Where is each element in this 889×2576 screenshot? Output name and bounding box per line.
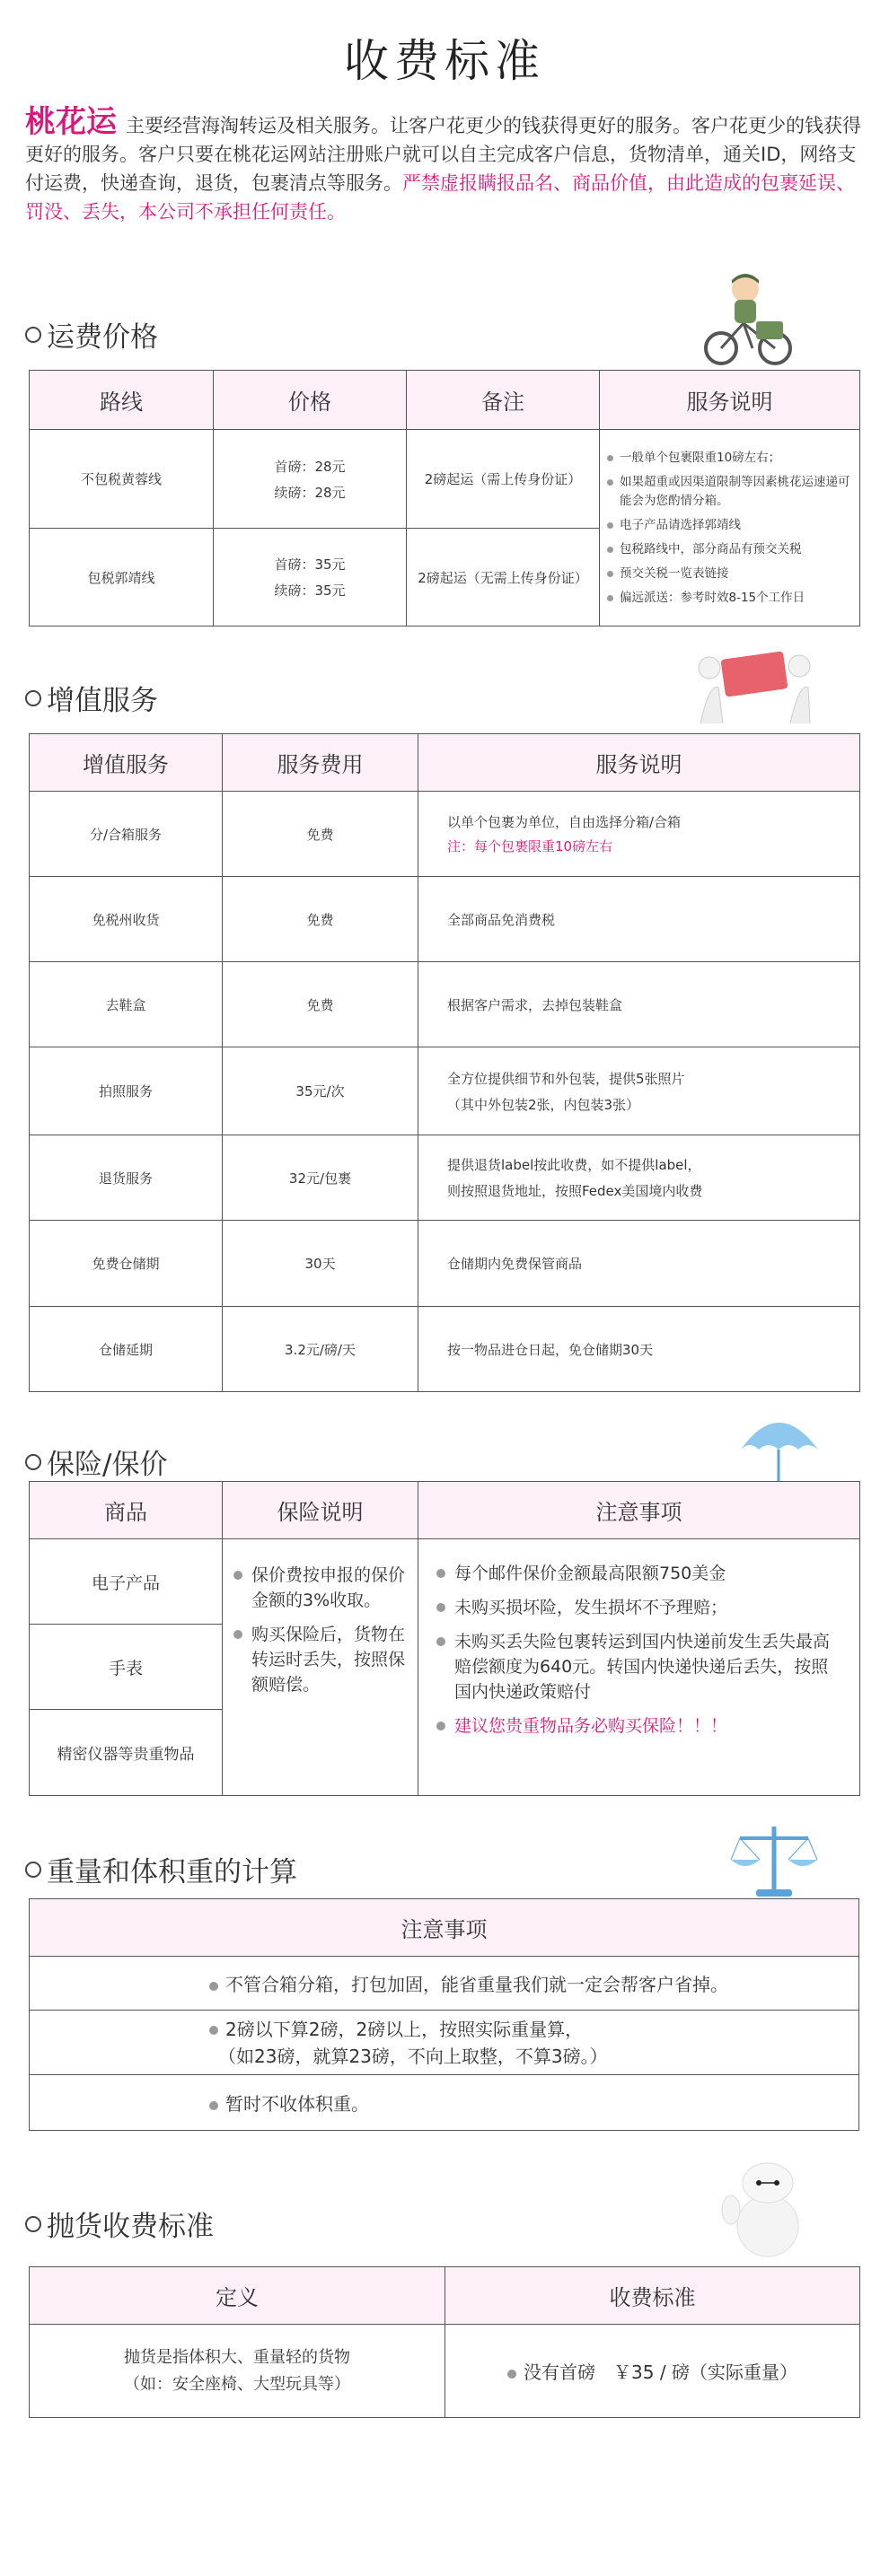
route-name: 包税郭靖线 bbox=[30, 529, 214, 626]
bulky-goods-table bbox=[29, 2266, 860, 2418]
table-header: 备注 bbox=[407, 371, 600, 430]
insured-item: 电子产品 bbox=[30, 1539, 223, 1625]
table-header: 定义 bbox=[30, 2267, 445, 2325]
table-row: 去鞋盒 免费 根据客户需求，去掉包装鞋盒 bbox=[30, 962, 860, 1047]
section-bullet-icon bbox=[25, 1862, 41, 1878]
note-cell: 2磅起运（需上传身份证） bbox=[407, 430, 600, 529]
table-row: 拍照服务 35元/次 全方位提供细节和外包装，提供5张照片 （其中外包装2张，内包装3张） bbox=[30, 1047, 860, 1135]
list-item: 包税路线中，部分商品有预交关税 bbox=[605, 540, 854, 559]
bullet-dot-icon bbox=[209, 2101, 218, 2110]
value-added-table bbox=[29, 733, 860, 1392]
section-bullet-icon bbox=[25, 2216, 41, 2232]
table-header: 商品 bbox=[30, 1482, 223, 1539]
list-item: 购买保险后，货物在转运时丢失，按照保额赔偿。 bbox=[232, 1622, 409, 1697]
section-title-value-added: 增值服务 bbox=[25, 678, 158, 718]
section-title-weight: 重量和体积重的计算 bbox=[25, 1849, 297, 1889]
table-header: 保险说明 bbox=[223, 1482, 418, 1539]
table-row: 不管合箱分箱，打包加固，能省重量我们就一定会帮客户省掉。 bbox=[30, 1957, 859, 2011]
insurance-explain bbox=[223, 1539, 418, 1796]
intro-text: 主要经营海淘转运及相关服务。让客户花更少的钱获得更好的服务。客户花更少的钱获得更好的服务。客户只要在桃花运网站注册账户就可以自主完成客户信息，货物清单，通关ID，网络支付运费，快递查询，退货，包裹清点等服务。 bbox=[25, 115, 861, 194]
table-row bbox=[30, 1539, 860, 1625]
section-bullet-icon bbox=[25, 690, 41, 706]
table-header: 路线 bbox=[30, 371, 214, 430]
section-title-shipping: 运费价格 bbox=[25, 314, 158, 355]
scale-icon bbox=[729, 1813, 819, 1903]
table-header: 收费标准 bbox=[445, 2267, 860, 2325]
table-header: 服务说明 bbox=[418, 734, 860, 792]
list-item: 未购买丢失险包裹转运到国内快递前发生丢失最高赔偿额度为640元。转国内快递快递后丢失，按照国内快递政策赔付 bbox=[435, 1629, 843, 1704]
table-row: 暂时不收体积重。 bbox=[30, 2075, 859, 2131]
insurance-table bbox=[29, 1481, 860, 1796]
brand-logo: 桃花运 bbox=[25, 104, 117, 140]
section-bullet-icon bbox=[25, 327, 41, 343]
table-row: 分/合箱服务 免费 以单个包裹为单位，自由选择分箱/合箱 注：每个包裹限重10磅左右 bbox=[30, 792, 860, 877]
table-row: 免税州收货 免费 全部商品免消费税 bbox=[30, 877, 860, 962]
list-item: 保价费按申报的保价金额的3%收取。 bbox=[232, 1563, 409, 1613]
people-carrying-icon bbox=[691, 643, 817, 732]
table-row: 2磅以下算2磅，2磅以上，按照实际重量算， （如23磅，就算23磅，不向上取整，不算3磅。） bbox=[30, 2011, 859, 2075]
delivery-cyclist-icon bbox=[699, 269, 797, 368]
bullet-dot-icon bbox=[209, 1982, 218, 1991]
bulky-definition: 抛货是指体积大、重量轻的货物 （如：安全座椅、大型玩具等） bbox=[30, 2325, 445, 2418]
section-title-bulky: 抛货收费标准 bbox=[25, 2204, 214, 2244]
intro-paragraph bbox=[25, 104, 869, 226]
table-row bbox=[30, 430, 860, 529]
white-robot-icon bbox=[718, 2154, 817, 2262]
price-cell: 首磅：28元 续磅：28元 bbox=[214, 430, 407, 529]
table-header: 注意事项 bbox=[418, 1482, 860, 1539]
list-item: 建议您贵重物品务必购买保险！！！ bbox=[435, 1713, 843, 1739]
shipping-price-table bbox=[29, 370, 860, 626]
table-header: 增值服务 bbox=[30, 734, 223, 792]
insured-item: 精密仪器等贵重物品 bbox=[30, 1710, 223, 1796]
list-item: 电子产品请选择郭靖线 bbox=[605, 516, 854, 535]
table-header: 注意事项 bbox=[30, 1899, 859, 1957]
list-item: 每个邮件保价金额最高限额750美金 bbox=[435, 1561, 843, 1586]
weight-table bbox=[29, 1898, 859, 2131]
section-bullet-icon bbox=[25, 1454, 41, 1470]
page-title: 收费标准 bbox=[344, 35, 545, 87]
table-header: 服务说明 bbox=[600, 371, 860, 430]
table-header: 价格 bbox=[214, 371, 407, 430]
table-row bbox=[30, 2325, 860, 2418]
price-cell: 首磅：35元 续磅：35元 bbox=[214, 529, 407, 626]
route-name: 不包税黄蓉线 bbox=[30, 430, 214, 529]
bullet-dot-icon bbox=[507, 2370, 516, 2379]
insurance-notes bbox=[418, 1539, 860, 1796]
section-title-insurance: 保险/保价 bbox=[25, 1441, 167, 1482]
list-item[interactable]: 预交关税一览表链接 bbox=[605, 565, 854, 583]
table-row: 免费仓储期 30天 仓储期内免费保管商品 bbox=[30, 1221, 860, 1307]
table-header: 服务费用 bbox=[223, 734, 418, 792]
service-description bbox=[600, 430, 860, 626]
insured-item: 手表 bbox=[30, 1625, 223, 1710]
list-item: 未购买损坏险，发生损坏不予理赔； bbox=[435, 1595, 843, 1620]
list-item: 一般单个包裹限重10磅左右； bbox=[605, 449, 854, 468]
bullet-dot-icon bbox=[209, 2026, 218, 2035]
list-item: 偏远派送：参考时效8-15个工作日 bbox=[605, 589, 854, 608]
list-item: 如果超重或因渠道限制等因素桃花运速递可能会为您酌情分箱。 bbox=[605, 473, 854, 511]
table-row: 仓储延期 3.2元/磅/天 按一物品进仓日起，免仓储期30天 bbox=[30, 1307, 860, 1392]
intro-warning: 严禁虚报瞒报品名、商品价值，由此造成的包裹延误、罚没、丢失，本公司不承担任何责任。 bbox=[25, 172, 855, 223]
table-row: 退货服务 32元/包裹 提供退货label按此收费，如不提供label， 则按照退货地址，按照Fedex美国境内收费 bbox=[30, 1135, 860, 1221]
bulky-fee: 没有首磅 ￥35 / 磅（实际重量） bbox=[445, 2325, 860, 2418]
note-cell: 2磅起运（无需上传身份证） bbox=[407, 529, 600, 626]
